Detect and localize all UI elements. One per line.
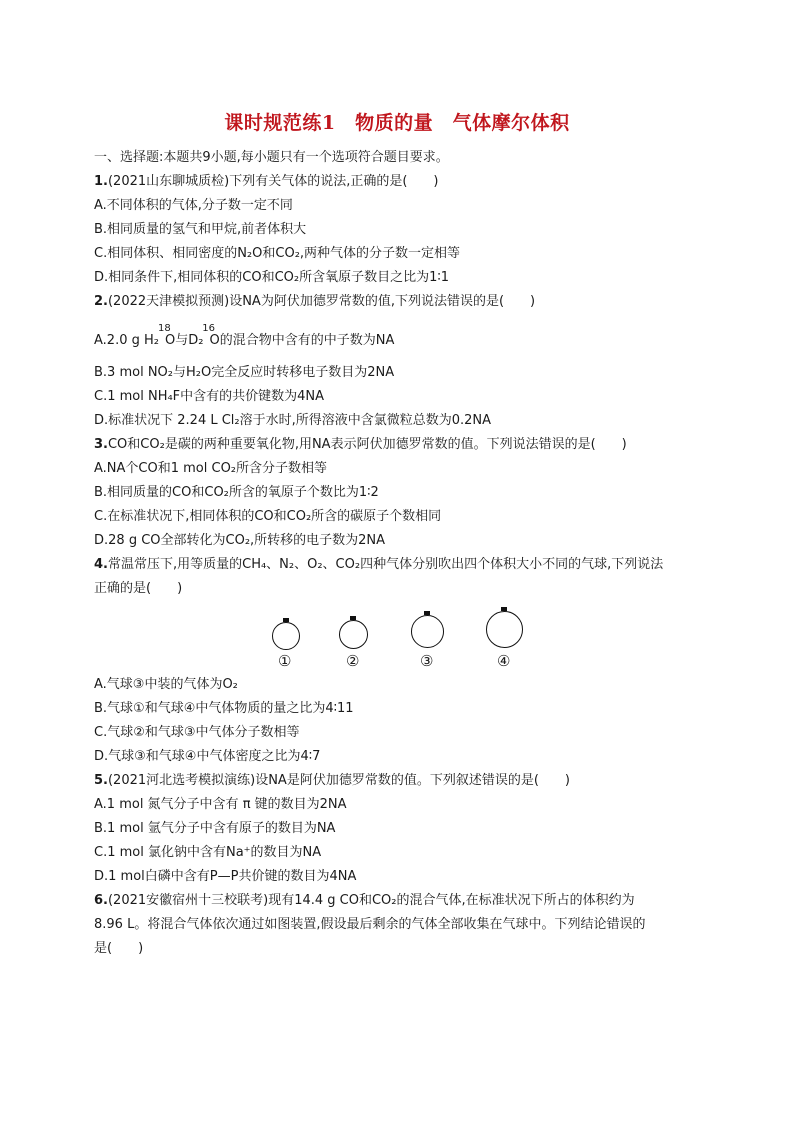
question-number: 6. — [94, 893, 108, 908]
question-1-stem — [94, 174, 439, 190]
balloon-4 — [486, 611, 523, 648]
question-4-stem-line1 — [94, 557, 663, 573]
question-number: 1. — [94, 174, 108, 189]
balloon-label-1: ① — [278, 652, 292, 670]
balloon-3 — [411, 615, 444, 648]
q5-option-d: D.1 mol白磷中含有P—P共价键的数目为4NA — [94, 869, 357, 884]
q4-option-d: D.气球③和气球④中气体密度之比为4∶7 — [94, 749, 321, 764]
q2-option-a: A.2.0 g H₂ 18 O与D₂ 16 O的混合物中含有的中子数为NA — [94, 323, 395, 348]
question-text: (2022天津模拟预测)设NA为阿伏加德罗常数的值,下列说法错误的是( ) — [107, 294, 536, 309]
question-3-stem — [94, 437, 627, 453]
section-header: 一、选择题:本题共9小题,每小题只有一个选项符合题目要求。 — [94, 150, 449, 165]
page-title: 课时规范练1 物质的量 气体摩尔体积 — [224, 112, 570, 134]
q5-option-b: B.1 mol 氩气分子中含有原子的数目为NA — [94, 821, 336, 836]
question-2-stem — [94, 294, 535, 310]
question-number: 3. — [94, 437, 108, 452]
question-text: (2021安徽宿州十三校联考)现有14.4 g CO和CO₂的混合气体,在标准状况下所占的体积约为 — [107, 893, 635, 908]
q5-option-a: A.1 mol 氮气分子中含有 π 键的数目为2NA — [94, 797, 347, 812]
q4-option-a: A.气球③中装的气体为O₂ — [94, 677, 238, 692]
balloon-label-4: ④ — [497, 652, 511, 670]
question-number: 4. — [94, 557, 108, 572]
q4-option-b: B.气球①和气球④中气体物质的量之比为4∶11 — [94, 701, 354, 716]
q3-option-d: D.28 g CO全部转化为CO₂,所转移的电子数为2NA — [94, 533, 386, 548]
question-6-stem-line2: 8.96 L。将混合气体依次通过如图装置,假设最后剩余的气体全部收集在气球中。下列结论错误的 — [94, 917, 646, 932]
formula-d2-16o: D₂ 16 O — [188, 323, 220, 348]
question-number: 2. — [94, 294, 108, 309]
question-text: (2021山东聊城质检)下列有关气体的说法,正确的是( ) — [107, 174, 439, 189]
balloon-2 — [339, 620, 368, 649]
q4-option-c: C.气球②和气球③中气体分子数相等 — [94, 725, 300, 740]
balloon-figure — [260, 605, 540, 670]
q1-option-d: D.相同条件下,相同体积的CO和CO₂所含氧原子数目之比为1∶1 — [94, 270, 450, 285]
question-text: 常温常压下,用等质量的CH₄、N₂、O₂、CO₂四种气体分别吹出四个体积大小不同的气球,下列说法 — [107, 557, 664, 572]
q2-option-d: D.标准状况下 2.24 L Cl₂溶于水时,所得溶液中含氯微粒总数为0.2NA — [94, 413, 492, 428]
balloon-label-2: ② — [346, 652, 360, 670]
q3-option-c: C.在标准状况下,相同体积的CO和CO₂所含的碳原子个数相同 — [94, 509, 442, 524]
question-6-stem-line1 — [94, 893, 635, 909]
q2-option-b: B.3 mol NO₂与H₂O完全反应时转移电子数目为2NA — [94, 365, 395, 380]
q1-option-a: A.不同体积的气体,分子数一定不同 — [94, 198, 293, 213]
question-4-stem-line2: 正确的是( ) — [94, 581, 183, 596]
balloon-label-3: ③ — [420, 652, 434, 670]
question-5-stem — [94, 773, 570, 789]
question-text: (2021河北选考模拟演练)设NA是阿伏加德罗常数的值。下列叙述错误的是( ) — [107, 773, 570, 788]
formula-h2-18o: H₂ 18 O — [144, 323, 176, 348]
question-6-stem-line3: 是( ) — [94, 941, 144, 956]
q5-option-c: C.1 mol 氯化钠中含有Na⁺的数目为NA — [94, 845, 322, 860]
q2-option-c: C.1 mol NH₄F中含有的共价键数为4NA — [94, 389, 325, 404]
q1-option-b: B.相同质量的氢气和甲烷,前者体积大 — [94, 222, 307, 237]
question-text: CO和CO₂是碳的两种重要氧化物,用NA表示阿伏加德罗常数的值。下列说法错误的是( ) — [107, 437, 627, 452]
q1-option-c: C.相同体积、相同密度的N₂O和CO₂,两种气体的分子数一定相等 — [94, 246, 461, 261]
q3-option-b: B.相同质量的CO和CO₂所含的氧原子个数比为1∶2 — [94, 485, 379, 500]
balloon-1 — [272, 622, 300, 650]
q3-option-a: A.NA个CO和1 mol CO₂所含分子数相等 — [94, 461, 328, 476]
question-number: 5. — [94, 773, 108, 788]
